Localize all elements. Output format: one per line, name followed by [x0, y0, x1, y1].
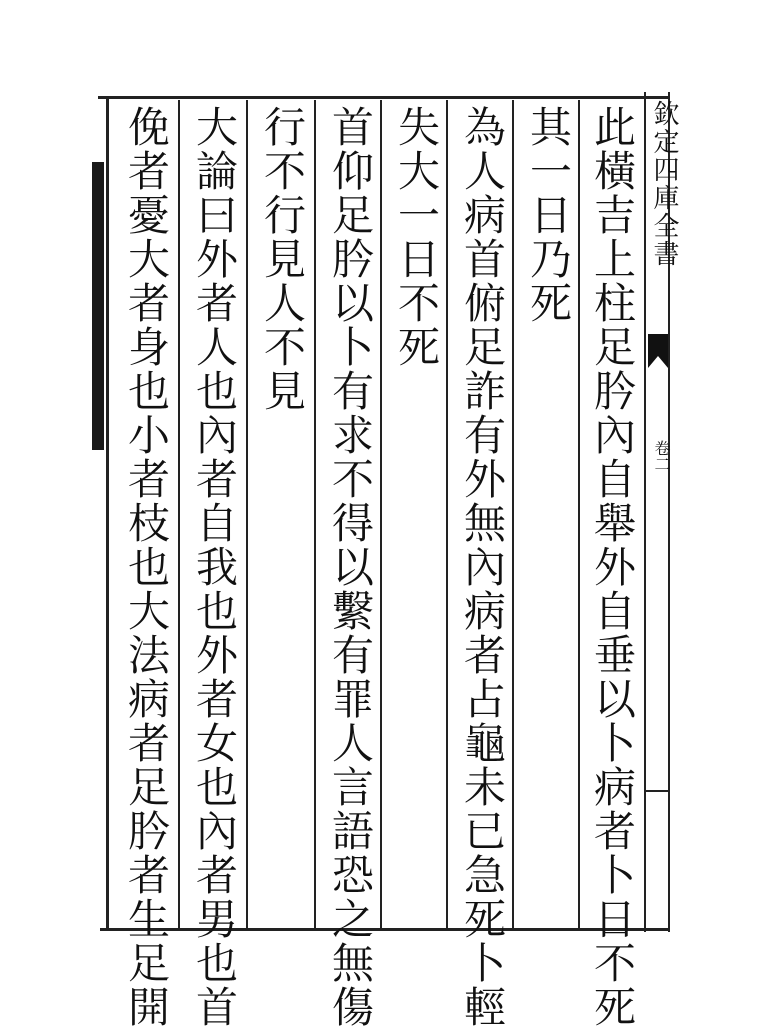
column-divider [178, 100, 180, 928]
text-column-2: 其一日乃死 [524, 105, 573, 325]
text-column-8: 俛者憂大者身也小者枝也大法病者足肣者生足開 [122, 105, 171, 1029]
column-divider [512, 100, 514, 928]
column-divider [380, 100, 382, 928]
text-column-1: 此橫吉上柱足肣內自舉外自垂以卜病者卜日不死 [588, 105, 637, 1029]
header-divider [644, 790, 670, 792]
frame-bottom-rule [100, 928, 670, 931]
column-divider [446, 100, 448, 928]
column-divider [578, 100, 580, 928]
text-column-3: 為人病首俯足詐有外無內病者占龜未已急死卜輕 [458, 105, 507, 1029]
frame-top-rule [98, 96, 670, 99]
volume-label: 卷二 [652, 440, 671, 472]
column-divider [246, 100, 248, 928]
text-column-6: 行不行見人不見 [258, 105, 307, 413]
text-column-4: 失大一日不死 [392, 105, 441, 369]
text-column-7: 大論曰外者人也內者自我也外者女也內者男也首 [190, 105, 239, 1029]
fishtail-mark [648, 334, 668, 368]
binding-mark [92, 162, 104, 450]
text-column-5: 首仰足肣以卜有求不得以繫有罪人言語恐之無傷 [326, 105, 375, 1029]
header-title: 欽定四庫全書 [649, 100, 679, 268]
column-divider [314, 100, 316, 928]
frame-left-rule [106, 96, 109, 930]
